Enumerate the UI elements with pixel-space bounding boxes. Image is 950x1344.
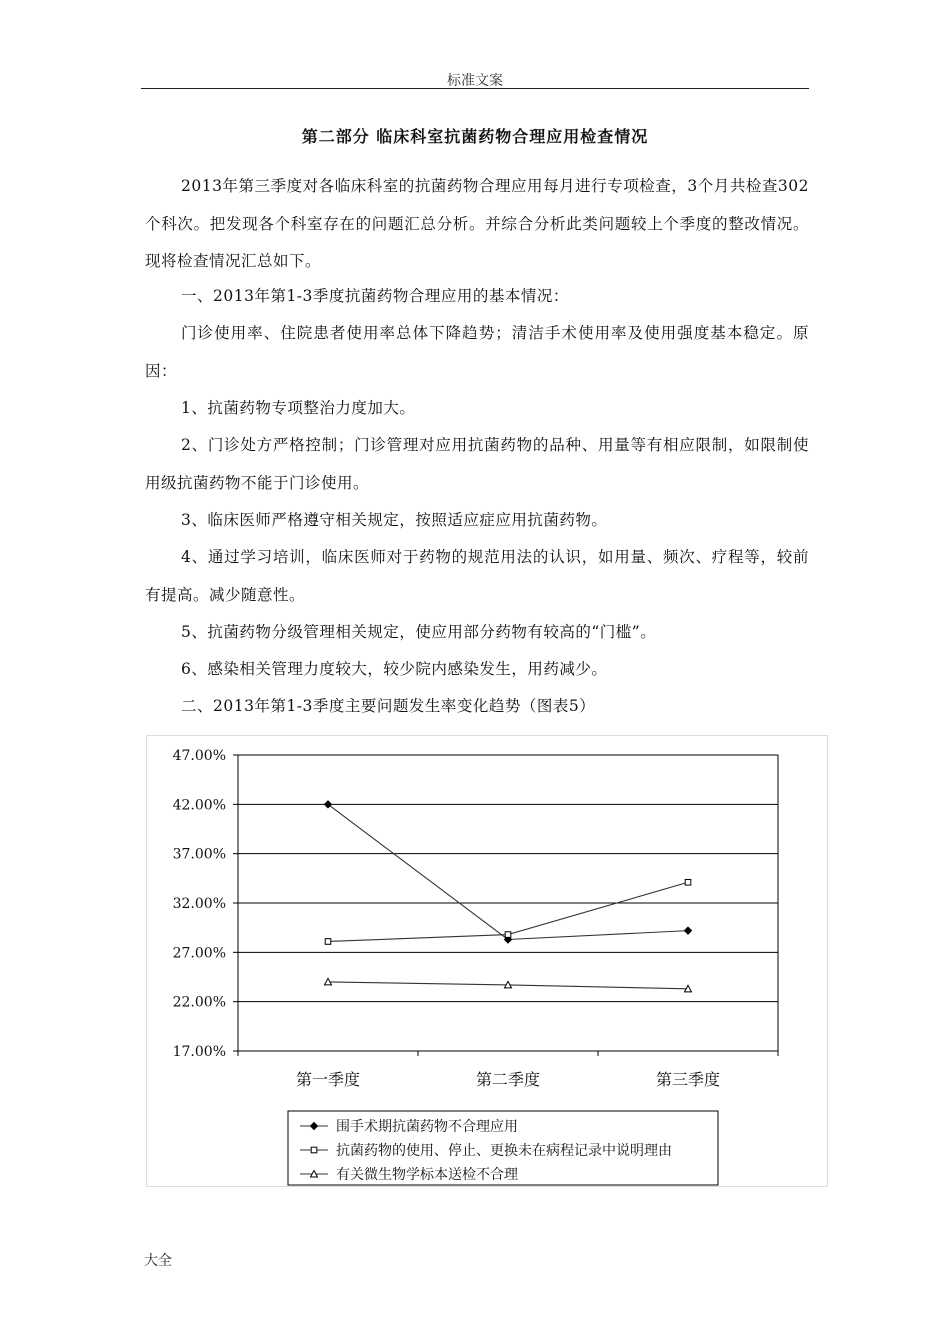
legend-label: 抗菌药物的使用、停止、更换未在病程记录中说明理由 [336, 1143, 672, 1159]
x-tick-label: 第二季度 [475, 1070, 541, 1089]
heading-basic-situation: 一、2013年第1-3季度抗菌药物合理应用的基本情况： [181, 287, 569, 305]
series-line [328, 804, 688, 939]
x-tick-label: 第三季度 [655, 1070, 721, 1089]
heading-trend-chart: 二、2013年第1-3季度主要问题发生率变化趋势（图表5） [181, 697, 596, 715]
y-tick-label: 32.00% [172, 896, 226, 912]
y-tick-label: 37.00% [172, 846, 226, 863]
page-header: 标准文案 [447, 73, 503, 89]
x-tick-label: 第一季度 [295, 1070, 361, 1089]
reason-3: 3、临床医师严格遵守相关规定，按照适应症应用抗菌药物。 [181, 511, 608, 529]
reason-4: 4、通过学习培训，临床医师对于药物的规范用法的认识，如用量、频次、疗程等，较前有提高。减少随意性。 [145, 548, 809, 604]
y-tick-label: 42.00% [172, 797, 226, 814]
data-point-marker [505, 932, 511, 938]
intro-paragraph: 2013年第三季度对各临床科室的抗菌药物合理应用每月进行专项检查，3个月共检查302个科次。把发现各个科室存在的问题汇总分析。并综合分析此类问题较上个季度的整改情况。现将检查情况汇总如下。 [145, 177, 809, 270]
trend-chart-container [146, 735, 828, 1187]
reason-1: 1、抗菌药物专项整治力度加大。 [181, 399, 416, 417]
y-tick-label: 27.00% [172, 945, 226, 962]
section-title: 第二部分 临床科室抗菌药物合理应用检查情况 [301, 127, 649, 146]
usage-trend-paragraph: 门诊使用率、住院患者使用率总体下降趋势；清洁手术使用率及使用强度基本稳定。原因： [145, 324, 809, 380]
header-rule [141, 88, 809, 89]
data-point-marker [685, 927, 692, 934]
reason-6: 6、感染相关管理力度较大，较少院内感染发生，用药减少。 [181, 660, 608, 678]
reason-5: 5、抗菌药物分级管理相关规定，使应用部分药物有较高的“门槛”。 [181, 623, 657, 641]
trend-chart [146, 735, 828, 1187]
y-tick-label: 22.00% [172, 994, 226, 1011]
data-point-marker [311, 1147, 317, 1153]
page-footer: 大全 [144, 1253, 172, 1269]
y-tick-label: 47.00% [172, 748, 226, 764]
reason-2: 2、门诊处方严格控制；门诊管理对应用抗菌药物的品种、用量等有相应限制，如限制使用级抗菌药物不能于门诊使用。 [145, 436, 809, 492]
data-point-marker [325, 939, 331, 945]
data-point-marker [685, 879, 691, 885]
legend-label: 围手术期抗菌药物不合理应用 [336, 1119, 518, 1135]
y-tick-label: 17.00% [172, 1044, 226, 1060]
legend-label: 有关微生物学标本送检不合理 [336, 1167, 518, 1183]
